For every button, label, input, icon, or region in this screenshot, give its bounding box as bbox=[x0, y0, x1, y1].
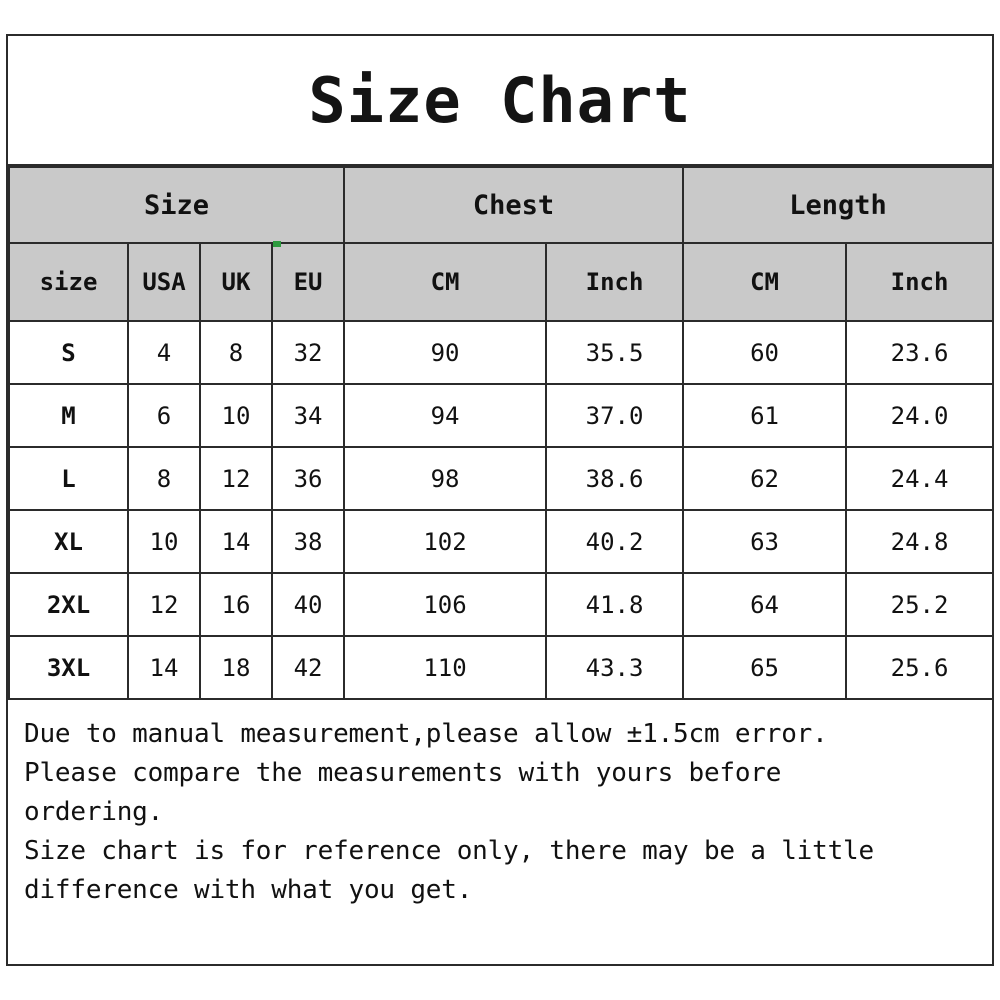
cell-chest-inch: 37.0 bbox=[546, 384, 683, 447]
table-row bbox=[9, 447, 993, 510]
note-line: Size chart is for reference only, there may be a little bbox=[24, 835, 874, 866]
cell-chest-cm: 94 bbox=[344, 384, 546, 447]
cell-chest-cm: 90 bbox=[344, 321, 546, 384]
table-row bbox=[9, 510, 993, 573]
table-row bbox=[9, 384, 993, 447]
col-header-eu: EU bbox=[272, 243, 344, 321]
cell-length-cm: 62 bbox=[683, 447, 846, 510]
table-row bbox=[9, 321, 993, 384]
cell-uk: 8 bbox=[200, 321, 272, 384]
title-band bbox=[8, 36, 992, 166]
cell-eu: 32 bbox=[272, 321, 344, 384]
table-row bbox=[9, 636, 993, 699]
col-header-length-cm: CM bbox=[683, 243, 846, 321]
cell-length-cm: 60 bbox=[683, 321, 846, 384]
cell-chest-cm: 102 bbox=[344, 510, 546, 573]
chart-frame bbox=[6, 34, 994, 966]
cell-chest-inch: 38.6 bbox=[546, 447, 683, 510]
cell-usa: 6 bbox=[128, 384, 200, 447]
cell-chest-cm: 106 bbox=[344, 573, 546, 636]
cell-usa: 8 bbox=[128, 447, 200, 510]
cell-size: 3XL bbox=[9, 636, 128, 699]
col-header-chest-inch: Inch bbox=[546, 243, 683, 321]
cell-eu: 42 bbox=[272, 636, 344, 699]
cell-size: XL bbox=[9, 510, 128, 573]
cell-size: 2XL bbox=[9, 573, 128, 636]
cell-chest-inch: 43.3 bbox=[546, 636, 683, 699]
cell-length-inch: 24.0 bbox=[846, 384, 993, 447]
col-header-uk: UK bbox=[200, 243, 272, 321]
table-row bbox=[9, 573, 993, 636]
cell-uk: 16 bbox=[200, 573, 272, 636]
cell-chest-inch: 41.8 bbox=[546, 573, 683, 636]
green-marker-icon bbox=[273, 241, 281, 247]
cell-length-inch: 25.6 bbox=[846, 636, 993, 699]
cell-usa: 4 bbox=[128, 321, 200, 384]
group-header-length: Length bbox=[683, 167, 993, 243]
note-line: ordering. bbox=[24, 796, 164, 827]
cell-usa: 14 bbox=[128, 636, 200, 699]
cell-uk: 12 bbox=[200, 447, 272, 510]
notes-section bbox=[8, 700, 992, 964]
group-header-chest: Chest bbox=[344, 167, 683, 243]
cell-uk: 10 bbox=[200, 384, 272, 447]
cell-length-cm: 63 bbox=[683, 510, 846, 573]
cell-chest-cm: 98 bbox=[344, 447, 546, 510]
cell-uk: 14 bbox=[200, 510, 272, 573]
group-header-row bbox=[9, 167, 993, 243]
cell-length-cm: 65 bbox=[683, 636, 846, 699]
note-line: Please compare the measurements with yours before bbox=[24, 757, 782, 788]
cell-length-inch: 24.8 bbox=[846, 510, 993, 573]
cell-length-inch: 23.6 bbox=[846, 321, 993, 384]
cell-eu: 38 bbox=[272, 510, 344, 573]
cell-size: L bbox=[9, 447, 128, 510]
cell-eu: 34 bbox=[272, 384, 344, 447]
cell-uk: 18 bbox=[200, 636, 272, 699]
col-header-chest-cm: CM bbox=[344, 243, 546, 321]
size-table bbox=[8, 166, 994, 700]
cell-eu: 36 bbox=[272, 447, 344, 510]
cell-length-cm: 61 bbox=[683, 384, 846, 447]
cell-usa: 10 bbox=[128, 510, 200, 573]
cell-size: M bbox=[9, 384, 128, 447]
cell-eu: 40 bbox=[272, 573, 344, 636]
note-line: Due to manual measurement,please allow ±1.5cm error. bbox=[24, 719, 828, 749]
cell-length-cm: 64 bbox=[683, 573, 846, 636]
cell-chest-cm: 110 bbox=[344, 636, 546, 699]
cell-chest-inch: 35.5 bbox=[546, 321, 683, 384]
cell-length-inch: 25.2 bbox=[846, 573, 993, 636]
col-header-length-inch: Inch bbox=[846, 243, 993, 321]
col-header-usa: USA bbox=[128, 243, 200, 321]
cell-size: S bbox=[9, 321, 128, 384]
page-title: Size Chart bbox=[308, 63, 692, 137]
sub-header-row bbox=[9, 243, 993, 321]
col-header-size: size bbox=[9, 243, 128, 321]
cell-usa: 12 bbox=[128, 573, 200, 636]
group-header-size: Size bbox=[9, 167, 344, 243]
note-line: difference with what you get. bbox=[24, 874, 473, 905]
cell-chest-inch: 40.2 bbox=[546, 510, 683, 573]
cell-length-inch: 24.4 bbox=[846, 447, 993, 510]
